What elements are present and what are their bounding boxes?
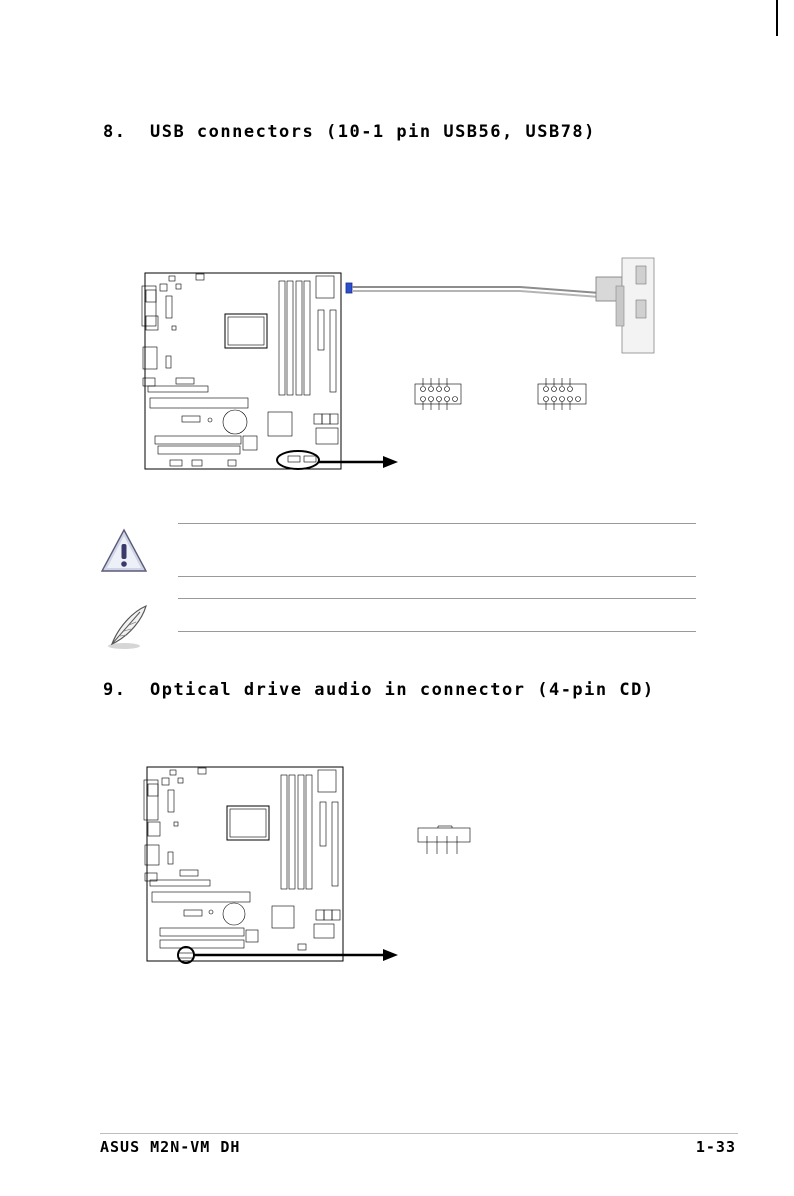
section-title: USB connectors (10-1 pin USB56, USB78) (149, 122, 596, 142)
motherboard-layout-2 (144, 767, 343, 963)
footer-rule (100, 1133, 738, 1134)
footer-model: ASUS M2N-VM DH (100, 1138, 241, 1156)
section-title: Optical drive audio in connector (4-pin CD) (149, 680, 655, 700)
section-number: 9. (103, 680, 127, 700)
cd-connector-pinout (418, 826, 470, 854)
footer-page-number: 1-33 (695, 1138, 736, 1156)
section-number: 8. (103, 122, 127, 142)
pointer-arrow-icon (383, 949, 398, 961)
